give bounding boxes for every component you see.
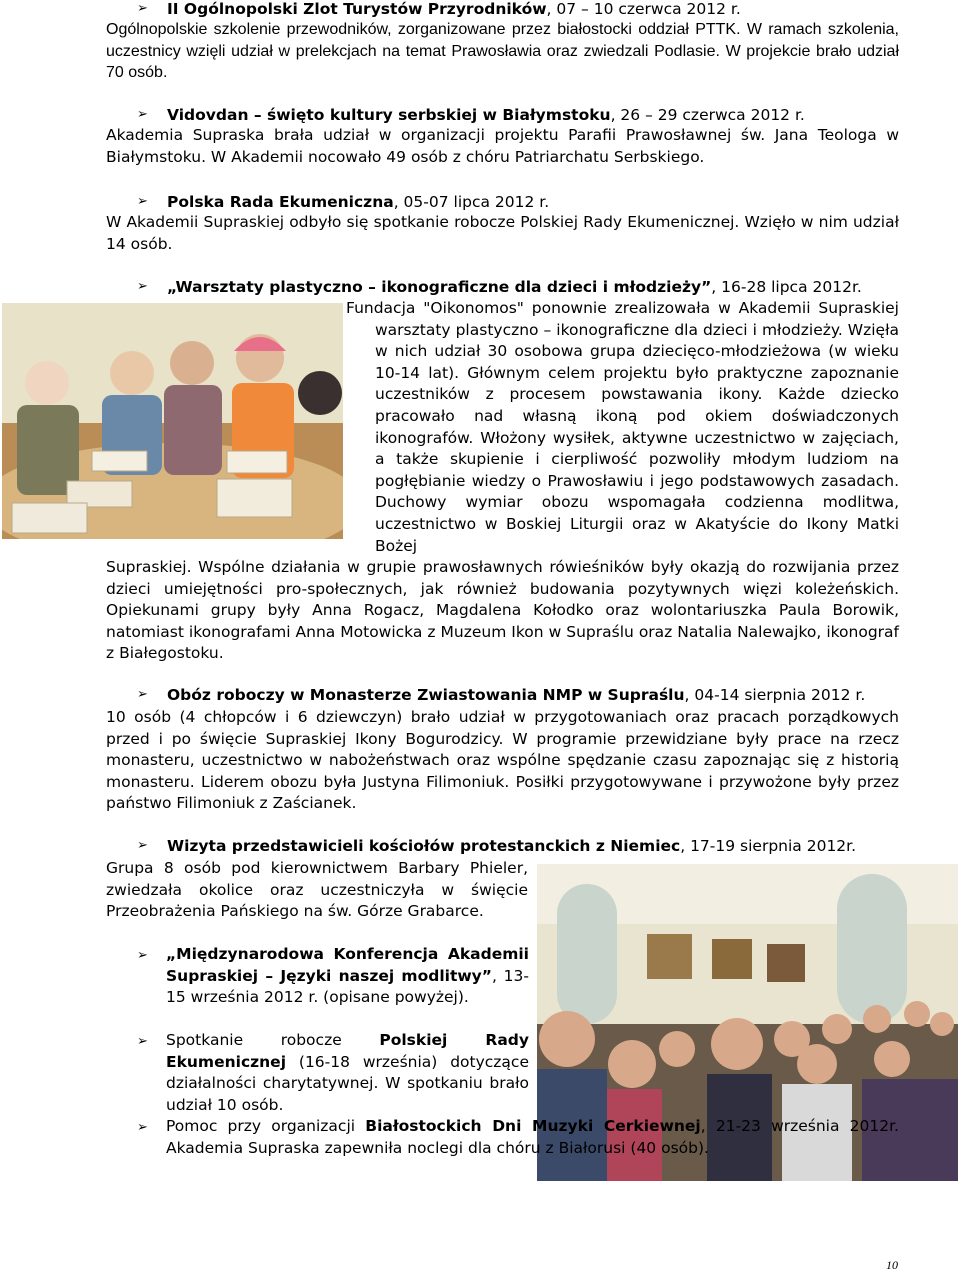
item-bold: Białostockich Dni Muzyki Cerkiewnej — [365, 1117, 701, 1135]
bullet-arrow-icon: ➢ — [137, 1120, 148, 1135]
list-item — [137, 1030, 529, 1116]
bullet-arrow-icon: ➢ — [137, 1, 148, 16]
item-bold: „Międzynarodowa Konferencja Akademii Supraskiej – Języki naszej modlitwy” — [166, 945, 529, 985]
section-body: Akademia Supraska brała udział w organizacji projektu Parafii Prawosławnej św. Jana Teologa w Białymstoku. W Akademii nocowało 49 osób z chóru Patriarchatu Serbskiego. — [106, 126, 899, 166]
bullet-arrow-icon: ➢ — [137, 279, 148, 294]
workshop-photo — [2, 303, 343, 539]
heading-bold: Polska Rada Ekumeniczna — [167, 193, 394, 211]
heading-date: , 04-14 sierpnia 2012 r. — [684, 686, 866, 704]
heading-date: , 26 – 29 czerwca 2012 r. — [610, 106, 805, 124]
side-text: Fundacja "Oikonomos" ponownie zrealizowała w Akademii Supraskiej warsztaty plastyczno – ikonograficzne dla dzieci i młodzieży. Wzięła w nich udział 30 osobowa grupa dziecięco-młodzieżowa (w wieku 10-14 lat). Głównym celem projektu było praktyczne zapoznanie uczestników z procesem powstawania ikony. Każde dziecko pracowało nad własną ikoną pod okiem doświadczonych ikonografów. Włożony wysiłek, aktywne uczestnictwo w zajęciach, a także skupienie i cierpliwość pozwoliły młodym ludziom na pogłębianie wiedzy o Prawosławiu i jego podstawowych zasadach. Duchowy wymiar obozu wspomagała codzienna modlitwa, uczestnictwo w Boskiej Liturgii oraz w Akatyście do Ikony Matki Bożej — [346, 299, 899, 555]
bullet-arrow-icon: ➢ — [137, 687, 148, 702]
heading-date: , 05-07 lipca 2012 r. — [393, 193, 550, 211]
list-item — [137, 944, 529, 1009]
item-text: (16-18 września) dotyczące działalności charytatywnej. W spotkaniu brało udział 10 osób. — [166, 1052, 529, 1114]
page-number: 10 — [886, 1258, 898, 1272]
item-text: , 21-23 września 2012r. Akademia Supraska zapewniła noclegi dla chóru z Białorusi (40 osób). — [166, 1117, 899, 1157]
item-bold: Polskiej Rady Ekumenicznej — [166, 1031, 529, 1071]
item-text: , 13-15 września 2012 r. (opisane powyżej). — [166, 966, 529, 1007]
list-item — [137, 1116, 899, 1159]
heading-date: , 17-19 sierpnia 2012r. — [680, 837, 857, 855]
heading-bold: Wizyta przedstawicieli kościołów protestanckich z Niemiec — [167, 837, 681, 855]
section-body-side — [346, 298, 899, 557]
section-body: Grupa 8 osób pod kierownictwem Barbary Phieler, zwiedzała okolice oraz uczestniczyła w święcie Przeobrażenia Pańskiego na św. Górze Grabarce. — [106, 859, 528, 921]
item-text: Spotkanie robocze — [166, 1031, 380, 1049]
heading-bold: „Warsztaty plastyczno – ikonograficzne dla dzieci i młodzieży” — [167, 278, 712, 296]
bullet-arrow-icon: ➢ — [137, 107, 148, 122]
item-text: Pomoc przy organizacji — [166, 1117, 366, 1135]
section-body: Supraskiej. Wspólne działania w grupie prawosławnych rówieśników były okazją do rozwijania przez dzieci umiejętności pro-społecznych, jak również budowania pozytywnych więzi koleżeńskich. Opiekunami grupy były Anna Rogacz, Magdalena Kołodko oraz wolontariuszka Paula Borowik, natomiast ikonografami Anna Motowicka z Muzeum Ikon w Supraślu oraz Natalia Nalewajko, ikonograf z Białegostoku. — [106, 558, 899, 663]
heading-bold: Vidovdan – święto kultury serbskiej w Białymstoku — [167, 106, 611, 124]
heading-date: , 16-28 lipca 2012r. — [711, 278, 862, 296]
heading-date: , 07 – 10 czerwca 2012 r. — [546, 0, 741, 18]
section-body: Ogólnopolskie szkolenie przewodników, zorganizowane przez białostocki oddział PTTK. W ramach szkolenia, uczestnicy wzięli udział w prelekcjach na temat Prawosławia oraz zwiedzali Podlasie. W projekcie brało udział 70 osób. — [106, 21, 899, 82]
heading-bold: II Ogólnopolski Zlot Turystów Przyrodników — [167, 0, 547, 18]
section-body: 10 osób (4 chłopców i 6 dziewczyn) brało udział w przygotowaniach oraz pracach porządkowych przed i po święcie Supraskiej Ikony Bogurodzicy. W programie przewidziane były prace na rzecz monasteru, uczestnictwo w nabożeństwach oraz wspólne spędzanie czasu zapoznając się z historią monasteru. Liderem obozu była Justyna Filimoniuk. Posiłki przygotowywane i przywożone były przez państwo Filimoniuk z Zaścianek. — [106, 708, 899, 813]
bullet-arrow-icon: ➢ — [137, 1034, 148, 1049]
heading-bold: Obóz roboczy w Monasterze Zwiastowania NMP w Supraślu — [167, 686, 685, 704]
bullet-arrow-icon: ➢ — [137, 948, 148, 963]
bullet-arrow-icon: ➢ — [137, 194, 148, 209]
section-body: W Akademii Supraskiej odbyło się spotkanie robocze Polskiej Rady Ekumenicznej. Wzięło w nim udział 14 osób. — [106, 213, 899, 253]
bullet-arrow-icon: ➢ — [137, 838, 148, 853]
